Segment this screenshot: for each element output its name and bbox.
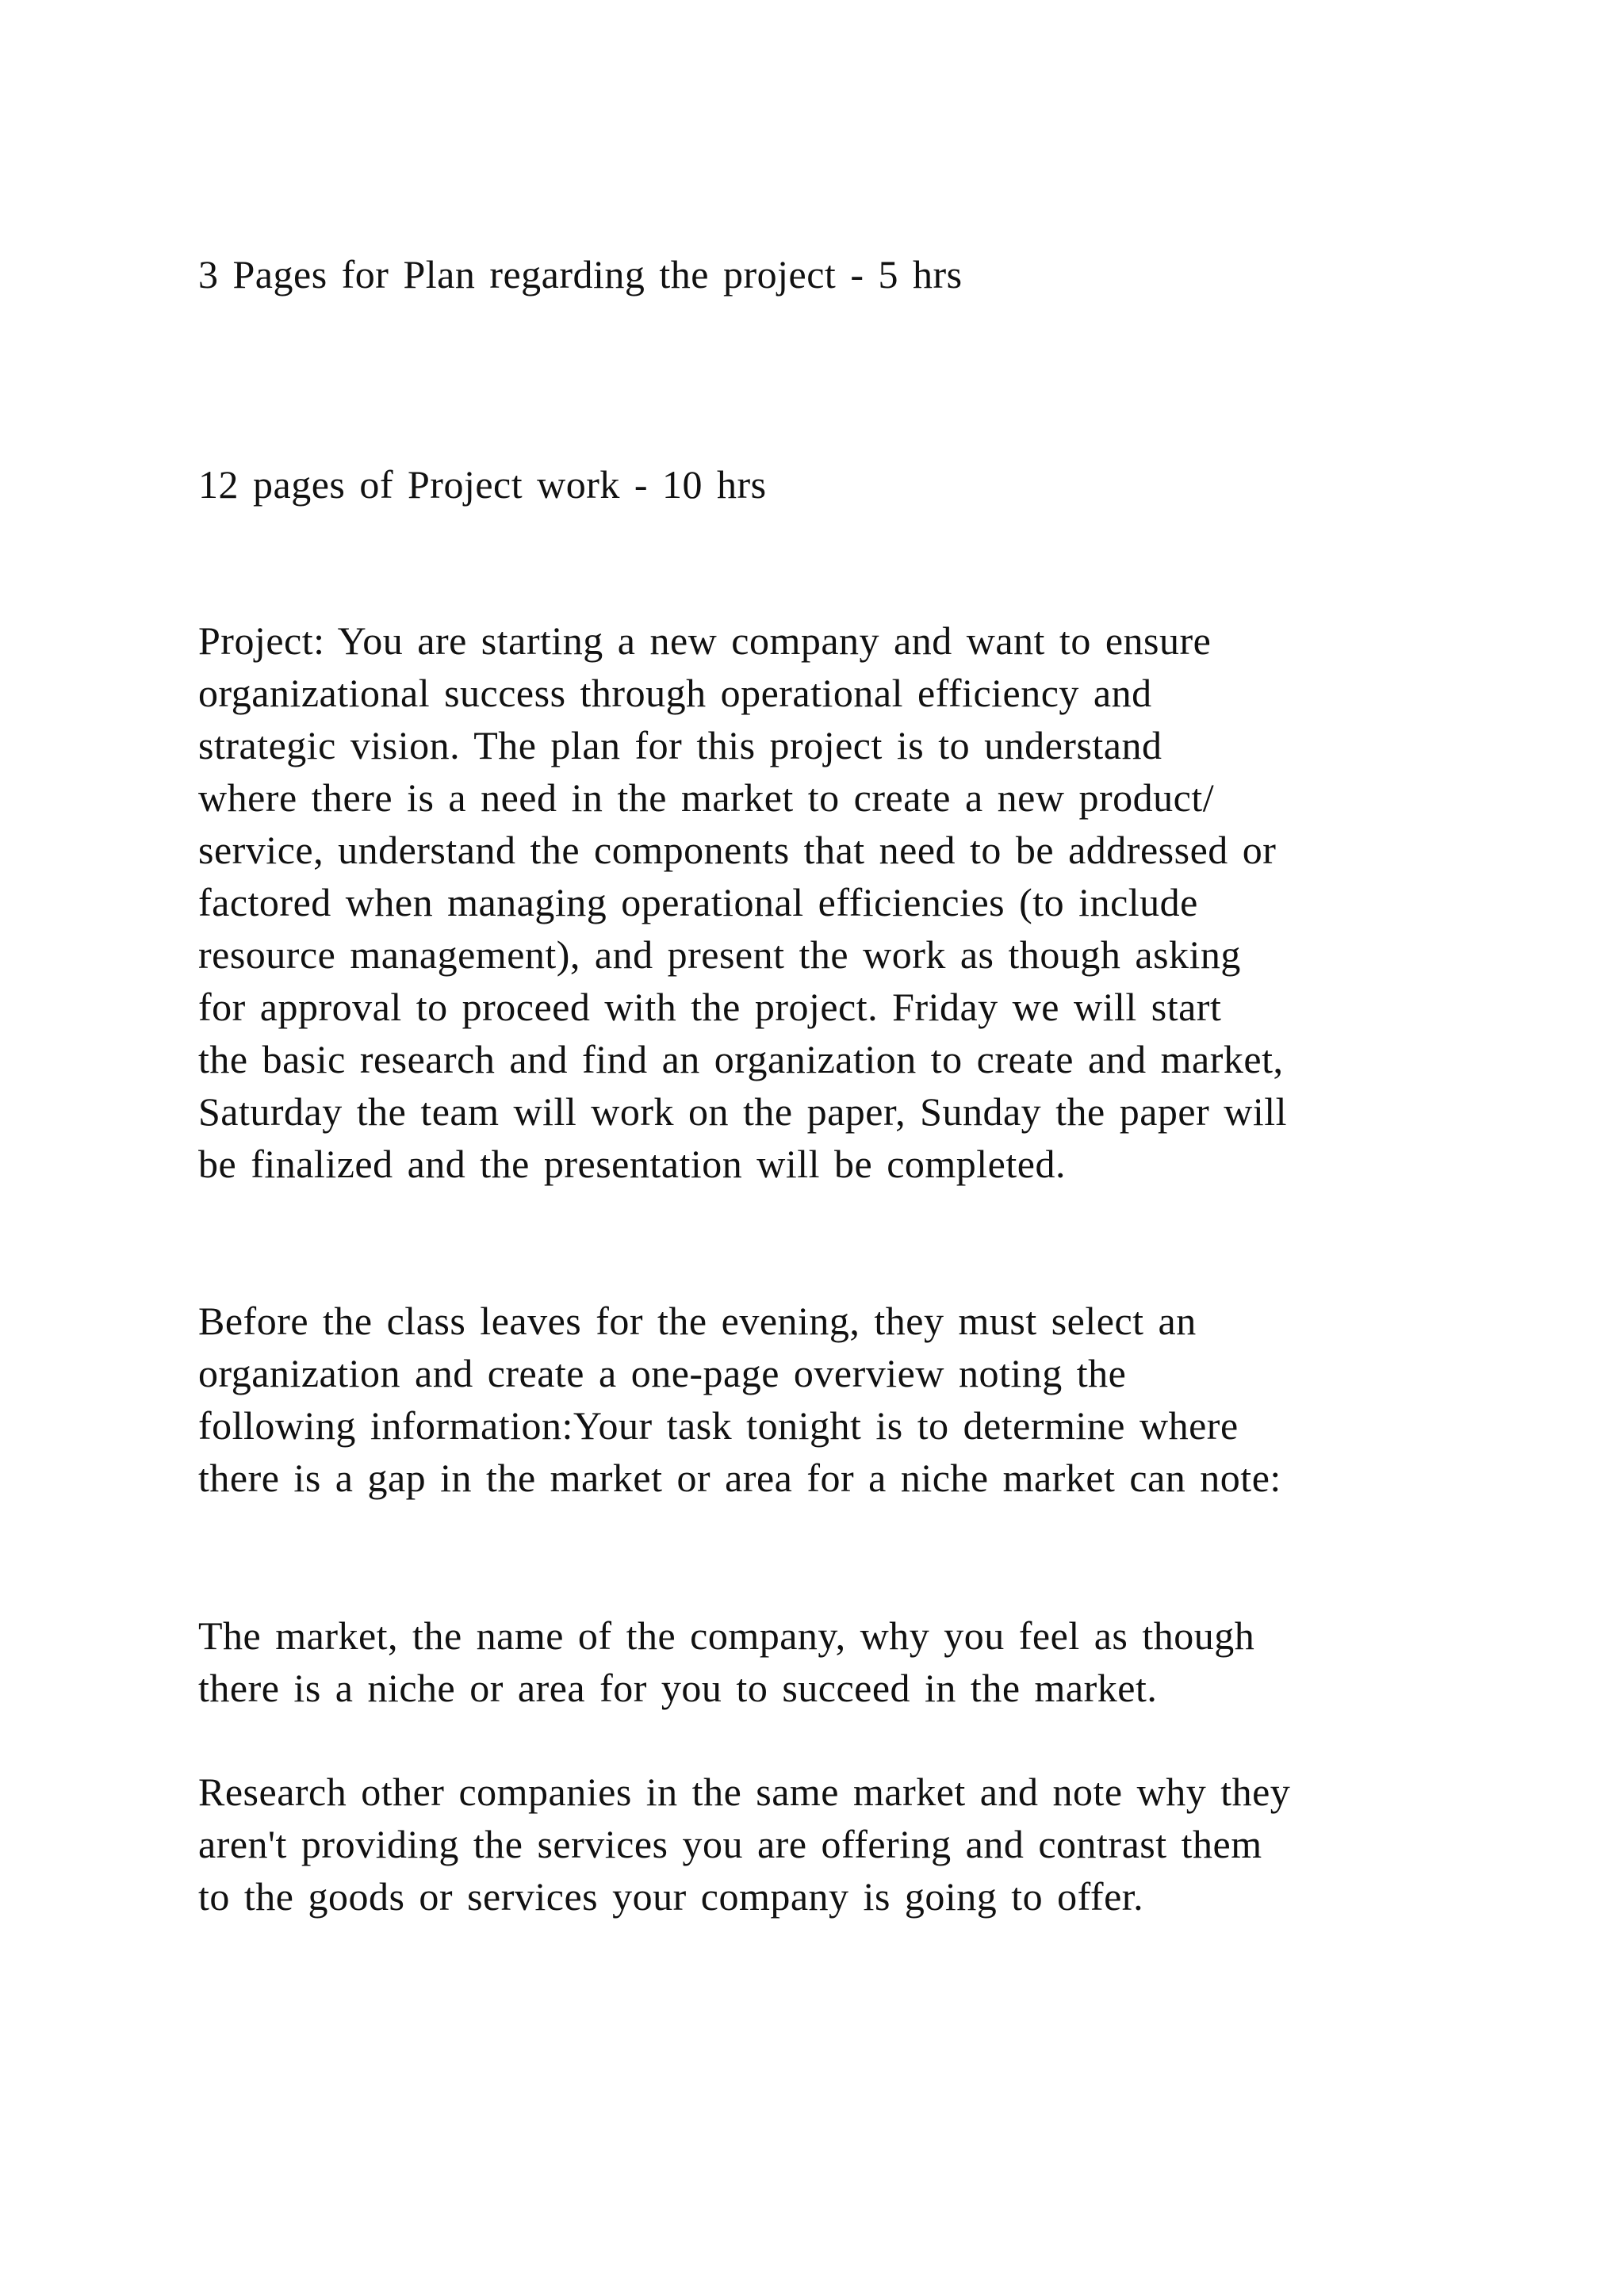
paragraph-line: following information:Your task tonight is to determine where xyxy=(198,1403,1239,1448)
paragraph-line: Project: You are starting a new company and want to ensure xyxy=(198,618,1212,663)
paragraph-line: Research other companies in the same market and note why they xyxy=(198,1770,1291,1814)
paragraph-line: service, understand the components that need to be addressed or xyxy=(198,828,1277,872)
paragraph-line: organizational success through operational efficiency and xyxy=(198,671,1152,715)
paragraph-line: Before the class leaves for the evening, they must select an xyxy=(198,1299,1197,1343)
paragraph-line: Saturday the team will work on the paper, Sunday the paper will xyxy=(198,1089,1288,1134)
paragraph-line: The market, the name of the company, why you feel as though xyxy=(198,1613,1255,1658)
paragraph-line: there is a gap in the market or area for a niche market can note: xyxy=(198,1456,1281,1500)
heading-project-work: 12 pages of Project work - 10 hrs xyxy=(198,462,767,507)
heading-plan: 3 Pages for Plan regarding the project - 5 hrs xyxy=(198,252,963,297)
paragraph-line: be finalized and the presentation will be completed. xyxy=(198,1142,1066,1186)
paragraph-line: organization and create a one-page overview noting the xyxy=(198,1351,1127,1395)
paragraph-line: aren't providing the services you are offering and contrast them xyxy=(198,1822,1262,1866)
paragraph-line: where there is a need in the market to create a new product/ xyxy=(198,775,1215,820)
paragraph-line: strategic vision. The plan for this project is to understand xyxy=(198,723,1162,767)
paragraph-line: the basic research and find an organization to create and market, xyxy=(198,1037,1284,1081)
paragraph-line: there is a niche or area for you to succeed in the market. xyxy=(198,1666,1158,1710)
paragraph-line: factored when managing operational efficiencies (to include xyxy=(198,880,1198,924)
paragraph-line: to the goods or services your company is going to offer. xyxy=(198,1874,1144,1919)
paragraph-line: resource management), and present the work as though asking xyxy=(198,932,1241,977)
paragraph-line: for approval to proceed with the project. Friday we will start xyxy=(198,985,1222,1029)
